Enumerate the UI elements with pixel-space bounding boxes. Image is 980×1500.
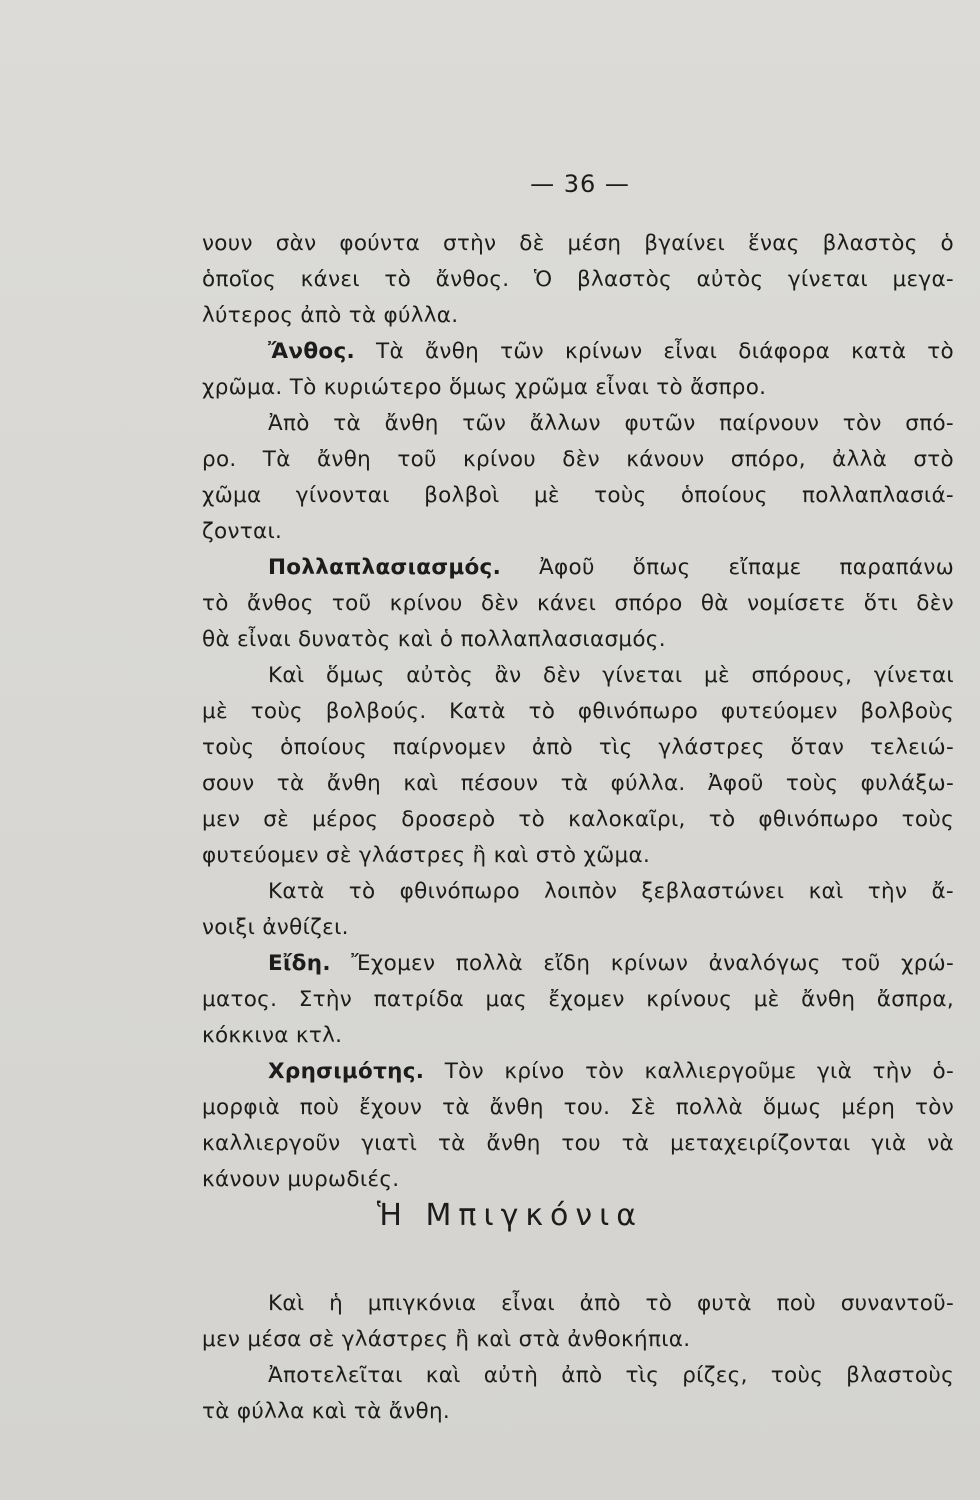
- body-text-top: [202, 226, 954, 1198]
- text-line: Χρησιμότης. Τὸν κρίνο τὸν καλλιεργοῦμε γιὰ τὴν ὁ-: [268, 1059, 954, 1084]
- text-line: μὲ τοὺς βολβούς. Κατὰ τὸ φθινόπωρο φυτεύομεν βολβοὺς: [202, 699, 954, 724]
- text-line: ζονται.: [202, 519, 283, 544]
- text-line: θὰ εἶναι δυνατὸς καὶ ὁ πολλαπλασιασμός.: [202, 627, 666, 652]
- text-line: ματος. Στὴν πατρίδα μας ἔχομεν κρίνους μὲ ἄνθη ἄσπρα,: [202, 987, 954, 1012]
- text-line: μορφιὰ ποὺ ἔχουν τὰ ἄνθη του. Σὲ πολλὰ ὅμως μέρη τὸν: [202, 1095, 954, 1120]
- page-number: — 36 —: [530, 170, 630, 198]
- text-line: λύτερος ἀπὸ τὰ φύλλα.: [202, 303, 459, 328]
- text-line: τὰ φύλλα καὶ τὰ ἄνθη.: [202, 1399, 451, 1424]
- text-line: φυτεύομεν σὲ γλάστρες ἢ καὶ στὸ χῶμα.: [202, 843, 651, 868]
- text-line: μεν σὲ μέρος δροσερὸ τὸ καλοκαῖρι, τὸ φθινόπωρο τοὺς: [202, 807, 954, 832]
- paragraph-propagation: [202, 550, 954, 658]
- text-line: Ἄνθος. Τὰ ἄνθη τῶν κρίνων εἶναι διάφορα κατὰ τὸ: [268, 339, 954, 364]
- text-line: ὁποῖος κάνει τὸ ἄνθος. Ὁ βλαστὸς αὐτὸς γίνεται μεγα-: [202, 267, 954, 292]
- text-line: τὸ ἄνθος τοῦ κρίνου δὲν κάνει σπόρο θὰ νομίσετε ὅτι δὲν: [202, 591, 954, 616]
- text-line: ρο. Τὰ ἄνθη τοῦ κρίνου δὲν κάνουν σπόρο, ἀλλὰ στὸ: [202, 447, 954, 472]
- paragraph-seeds: [202, 406, 954, 550]
- paragraph-begonia-intro: [202, 1286, 954, 1358]
- text-line: τοὺς ὁποίους παίρνομεν ἀπὸ τὶς γλάστρες ὅταν τελειώ-: [202, 735, 954, 760]
- text-line: Καὶ ἡ μπιγκόνια εἶναι ἀπὸ τὸ φυτὰ ποὺ συναντοῦ-: [268, 1291, 954, 1316]
- paragraph-begonia-parts: [202, 1358, 954, 1430]
- text-line: κόκκινα κτλ.: [202, 1023, 343, 1048]
- body-text-bottom: [202, 1286, 954, 1430]
- text-line: Καὶ ὅμως αὐτὸς ἂν δὲν γίνεται μὲ σπόρους, γίνεται: [268, 663, 954, 688]
- text-line: Ἀποτελεῖται καὶ αὐτὴ ἀπὸ τὶς ρίζες, τοὺς βλαστοὺς: [268, 1363, 954, 1388]
- text-line: σουν τὰ ἄνθη καὶ πέσουν τὰ φύλλα. Ἀφοῦ τοὺς φυλάξω-: [202, 771, 954, 796]
- text-line: χρῶμα. Τὸ κυριώτερο ὅμως χρῶμα εἶναι τὸ ἄσπρο.: [202, 375, 767, 400]
- text-line: Κατὰ τὸ φθινόπωρο λοιπὸν ξεβλαστώνει καὶ τὴν ἄ-: [268, 879, 954, 904]
- paragraph-species: [202, 946, 954, 1054]
- text-line: κάνουν μυρωδιές.: [202, 1167, 400, 1192]
- paragraph-usefulness: [202, 1054, 954, 1198]
- text-line: Εἴδη. Ἔχομεν πολλὰ εἴδη κρίνων ἀναλόγως τοῦ χρώ-: [268, 951, 954, 976]
- paragraph-autumn: [202, 874, 954, 946]
- paragraph-continuation: [202, 226, 954, 334]
- paragraph-bulbs: [202, 658, 954, 874]
- section-title: Ἡ Μπιγκόνια: [376, 1198, 644, 1233]
- text-line: χῶμα γίνονται βολβοὶ μὲ τοὺς ὁποίους πολλαπλασιά-: [202, 483, 954, 508]
- paragraph-anthos: [202, 334, 954, 406]
- term-heading: Χρησιμότης.: [268, 1059, 425, 1084]
- text-line: νοιξι ἀνθίζει.: [202, 915, 349, 940]
- text-line: νουν σὰν φούντα στὴν δὲ μέση βγαίνει ἕνας βλαστὸς ὁ: [202, 231, 954, 256]
- text-line: Πολλαπλασιασμός. Ἀφοῦ ὅπως εἴπαμε παραπάνω: [268, 555, 954, 580]
- text-line: μεν μέσα σὲ γλάστρες ἢ καὶ στὰ ἀνθοκήπια.: [202, 1327, 691, 1352]
- text-line: Ἀπὸ τὰ ἄνθη τῶν ἄλλων φυτῶν παίρνουν τὸν σπό-: [268, 411, 954, 436]
- term-heading: Ἄνθος.: [268, 339, 356, 364]
- text-line: καλλιεργοῦν γιατὶ τὰ ἄνθη του τὰ μεταχειρίζονται γιὰ νὰ: [202, 1131, 954, 1156]
- term-heading: Εἴδη.: [268, 951, 331, 976]
- term-heading: Πολλαπλασιασμός.: [268, 555, 502, 580]
